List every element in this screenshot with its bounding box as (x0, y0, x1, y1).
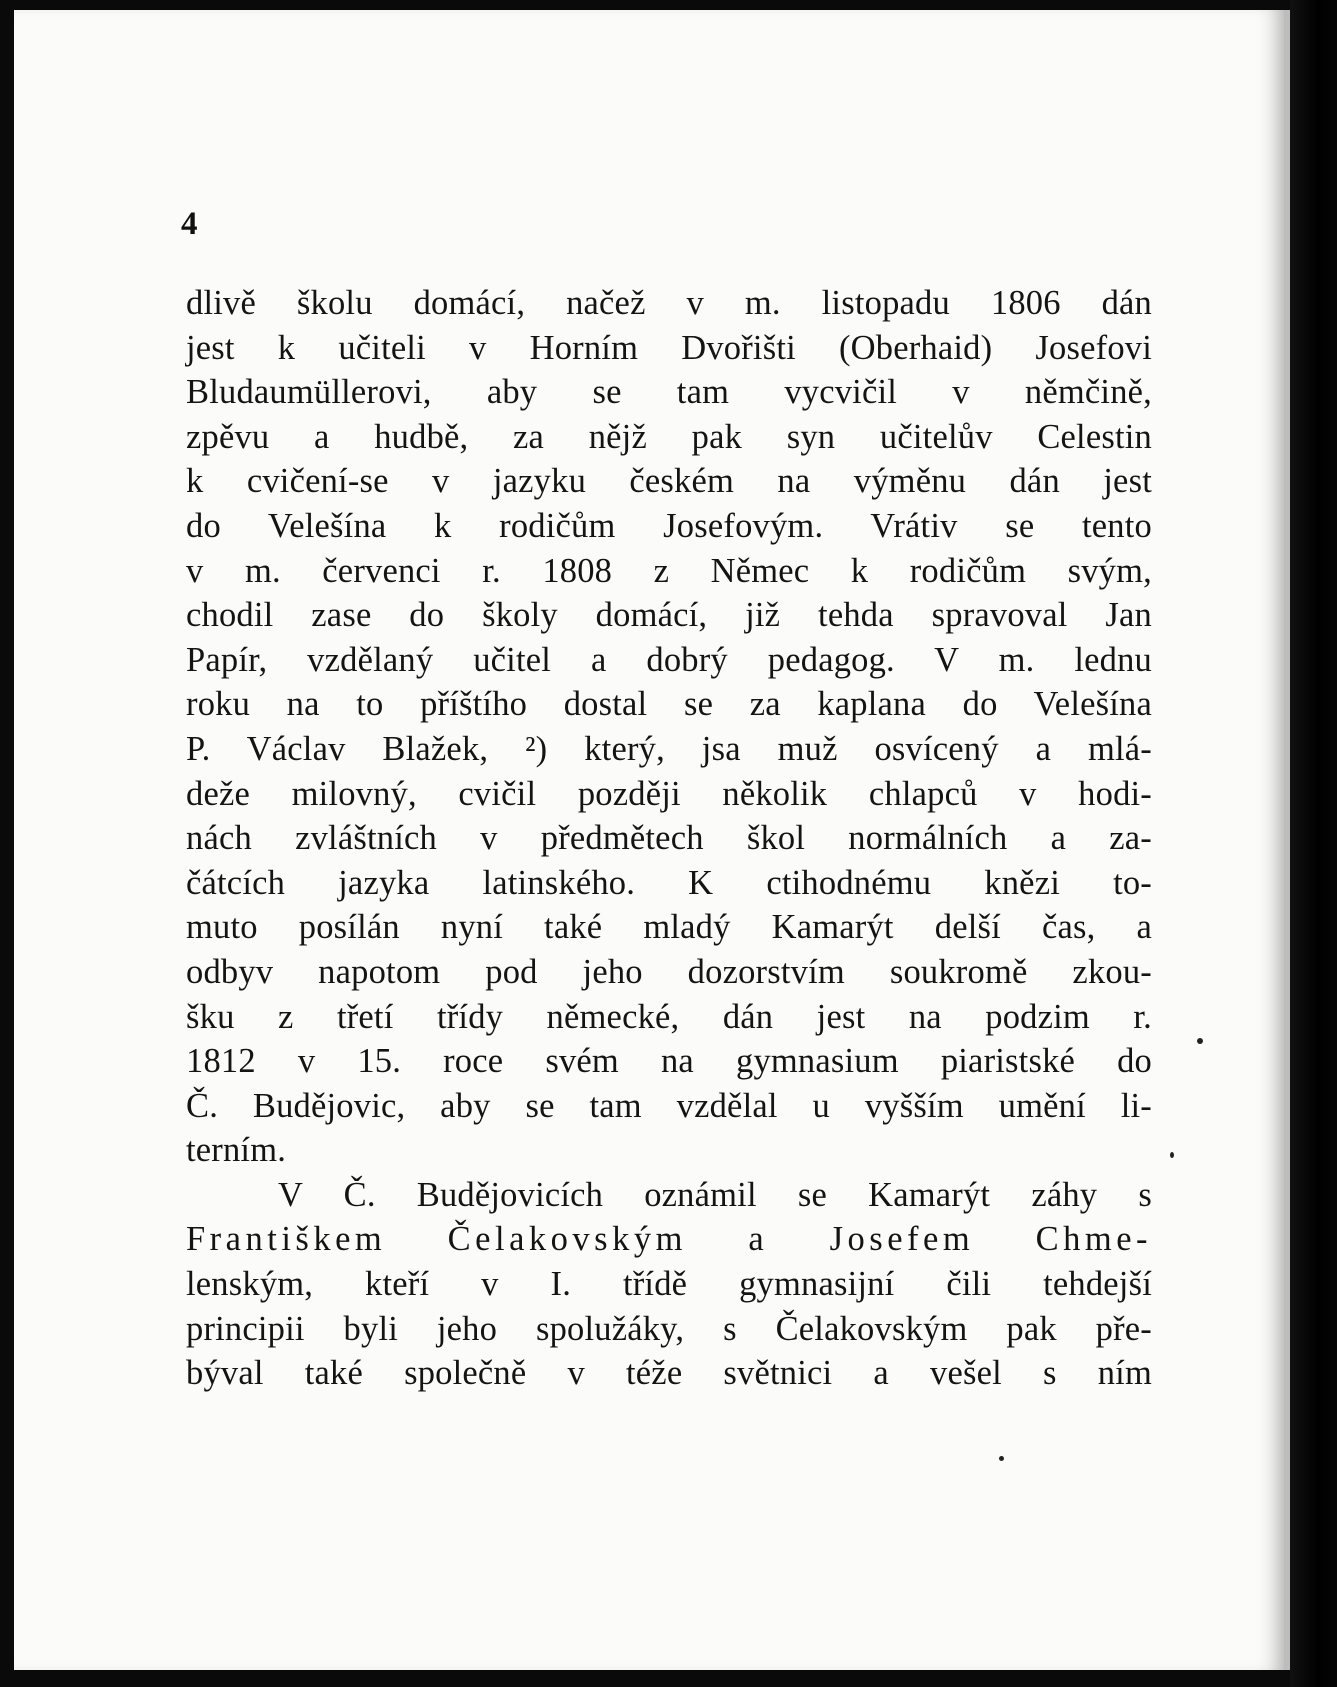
paragraph-2-line: V Č. Budějovicích oznámil se Kamarýt záhy s (278, 1175, 1152, 1214)
text-line: terním. (186, 1131, 287, 1170)
paragraph-2-line: býval také společně v téže světnici a vešel s ním (186, 1354, 1152, 1393)
text-line: nách zvláštních v předmětech škol normálních a za- (186, 819, 1152, 858)
text-line: čátcích jazyka latinského. K ctihodnému knězi to- (186, 863, 1152, 902)
ink-speck (1197, 1038, 1203, 1044)
paragraph-2-line: lenským, kteří v I. třídě gymnasijní čili tehdejší (186, 1265, 1152, 1304)
text-line: dlivě školu domácí, načež v m. listopadu 1806 dán (186, 284, 1152, 322)
text-line: do Velešína k rodičům Josefovým. Vrátiv se tento (186, 506, 1152, 545)
text-line: roku na to příštího dostal se za kaplana do Velešína (186, 685, 1152, 724)
text-line: k cvičení-se v jazyku českém na výměnu dán jest (186, 462, 1152, 501)
ink-speck (999, 1456, 1004, 1461)
paragraph-2-line: Františkem Čelakovským a Josefem Chme- (186, 1220, 1152, 1259)
text-line: Bludaumüllerovi, aby se tam vycvičil v němčině, (186, 373, 1152, 412)
text-line: chodil zase do školy domácí, již tehda spravoval Jan (186, 596, 1152, 635)
text-line: deže milovný, cvičil později několik chlapců v hodi- (186, 774, 1152, 813)
text-line: v m. červenci r. 1808 z Němec k rodičům svým, (186, 551, 1152, 590)
page-number: 4 (181, 206, 198, 242)
scan-edge-shadow (1290, 0, 1337, 1687)
page-body-text (186, 281, 1152, 1396)
text-line: zpěvu a hudbě, za nějž pak syn učitelův Celestin (186, 417, 1152, 456)
text-line: muto posílán nyní také mladý Kamarýt delší čas, a (186, 908, 1152, 947)
text-line: jest k učiteli v Horním Dvořišti (Oberhaid) Josefovi (186, 328, 1152, 367)
text-line: P. Václav Blažek, ²) který, jsa muž osvícený a mlá- (186, 729, 1152, 768)
text-line: šku z třetí třídy německé, dán jest na podzim r. (186, 997, 1152, 1036)
text-line: Papír, vzdělaný učitel a dobrý pedagog. V m. lednu (186, 640, 1152, 679)
text-line: odbyv napotom pod jeho dozorstvím soukromě zkou- (186, 952, 1152, 991)
ink-speck (1170, 1152, 1174, 1158)
text-line: 1812 v 15. roce svém na gymnasium piaristské do (186, 1042, 1152, 1081)
paragraph-2-line: principii byli jeho spolužáky, s Čelakovským pak pře- (186, 1309, 1152, 1348)
text-line: Č. Budějovic, aby se tam vzdělal u vyšším umění li- (186, 1086, 1152, 1125)
